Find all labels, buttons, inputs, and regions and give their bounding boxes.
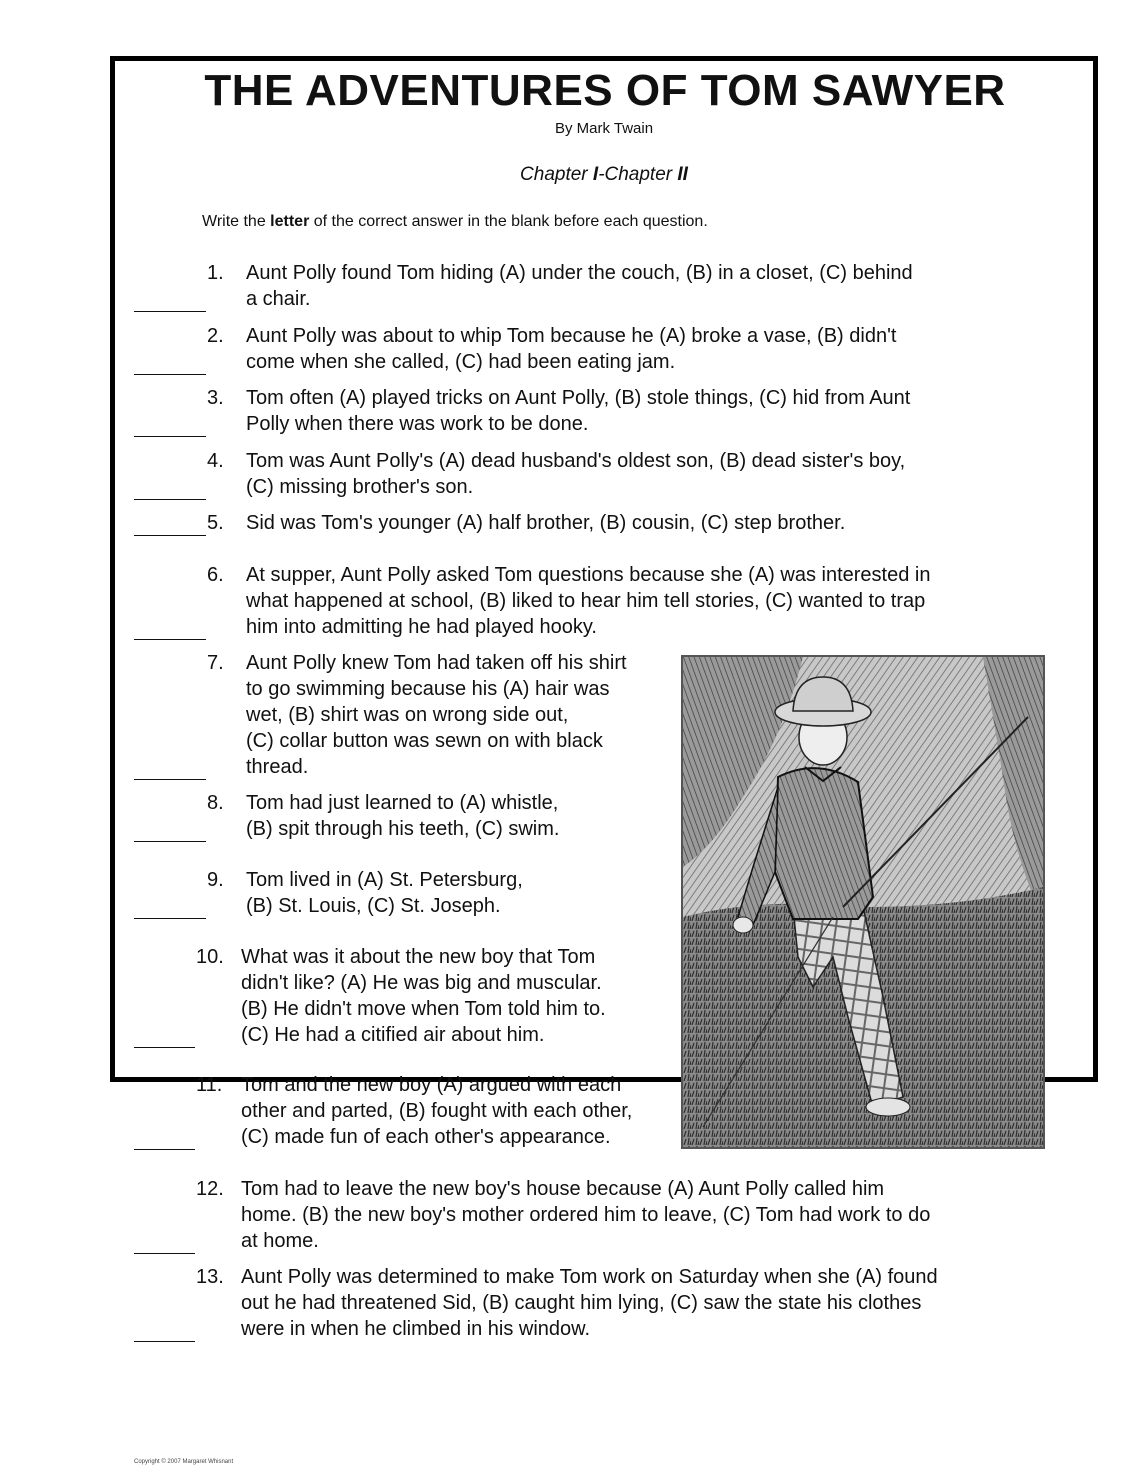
question-text: Tom was Aunt Polly's (A) dead husband's oldest son, (B) dead sister's boy, (C) missing brother's son. [246,450,906,498]
question-text: At supper, Aunt Polly asked Tom questions because she (A) was interested in what happened at school, (B) liked to hear him tell stories, (C) wanted to trap him into admitting he had played hooky. [246,564,931,638]
question-text: Tom had just learned to (A) whistle, (B) spit through his teeth, (C) swim. [246,792,560,840]
question-number: 11. [196,1074,223,1096]
question-text: Aunt Polly was about to whip Tom because he (A) broke a vase, (B) didn't come when she called, (C) had been eating jam. [246,325,897,373]
question-number: 10. [196,946,224,968]
question-text: Aunt Polly was determined to make Tom work on Saturday when she (A) found out he had threatened Sid, (B) caught him lying, (C) saw the state his clothes were in when he climbed in his window. [241,1266,938,1340]
question-number: 6. [207,564,224,586]
instructions-pre: Write the [202,213,271,230]
question-2 [134,323,896,375]
question-12 [134,1176,930,1254]
answer-blank-2[interactable] [134,323,206,375]
page-title: THE ADVENTURES OF TOM SAWYER [204,66,1006,115]
answer-blank-13[interactable] [134,1264,195,1342]
question-number: 13. [196,1266,224,1288]
question-number: 3. [207,387,224,409]
question-1 [134,260,913,312]
question-7 [134,650,627,780]
question-text: Sid was Tom's younger (A) half brother, (B) cousin, (C) step brother. [246,512,846,534]
question-3 [134,385,910,437]
question-9 [134,867,523,919]
question-6 [134,562,930,640]
author-line: By Mark Twain [554,120,654,137]
question-text: Aunt Polly found Tom hiding (A) under the couch, (B) in a closet, (C) behind a chair. [246,262,913,310]
answer-blank-1[interactable] [134,260,206,312]
question-11 [134,1072,632,1150]
chapter-end: II [677,164,688,185]
question-number: 5. [207,512,224,534]
question-text: Tom had to leave the new boy's house because (A) Aunt Polly called him home. (B) the new boy's mother ordered him to leave, (C) Tom had work to do at home. [241,1178,931,1252]
instructions-bold: letter [270,213,310,230]
answer-blank-12[interactable] [134,1176,195,1254]
question-13 [134,1264,938,1342]
answer-blank-8[interactable] [134,790,206,842]
answer-blank-5[interactable] [134,510,206,536]
question-number: 4. [207,450,224,472]
answer-blank-11[interactable] [134,1072,195,1150]
instructions [202,213,708,231]
question-text: Tom often (A) played tricks on Aunt Polly, (B) stole things, (C) hid from Aunt Polly when there was work to be done. [246,387,911,435]
question-number: 9. [207,869,224,891]
question-5 [134,510,845,536]
answer-blank-7[interactable] [134,650,206,780]
chapter-heading [0,164,1140,186]
question-10 [134,944,606,1048]
copyright-notice: Copyright © 2007 Margaret Whisnant [134,1459,234,1465]
question-text: Aunt Polly knew Tom had taken off his shirt to go swimming because his (A) hair was wet, (B) shirt was on wrong side out, (C) collar button was sewn on with black thread. [246,652,627,778]
answer-blank-10[interactable] [134,944,195,1048]
question-number: 12. [196,1178,224,1200]
answer-blank-6[interactable] [134,562,206,640]
answer-blank-9[interactable] [134,867,206,919]
chapter-separator: -Chapter [598,164,678,185]
chapter-start: I [592,164,599,185]
chapter-label: Chapter [520,164,593,185]
instructions-post: of the correct answer in the blank before each question. [309,213,708,230]
question-number: 2. [207,325,224,347]
question-number: 7. [207,652,224,674]
tom-sawyer-illustration [681,655,1045,1149]
question-4 [134,448,905,500]
question-8 [134,790,559,842]
question-text: Tom lived in (A) St. Petersburg, (B) St. Louis, (C) St. Joseph. [246,869,523,917]
question-text: Tom and the new boy (A) argued with each other and parted, (B) fought with each other, (C) made fun of each other's appearance. [241,1074,633,1148]
question-text: What was it about the new boy that Tom didn't like? (A) He was big and muscular. (B) He didn't move when Tom told him to. (C) He had a citified air about him. [241,946,606,1046]
question-number: 1. [207,262,224,284]
question-number: 8. [207,792,224,814]
answer-blank-3[interactable] [134,385,206,437]
answer-blank-4[interactable] [134,448,206,500]
